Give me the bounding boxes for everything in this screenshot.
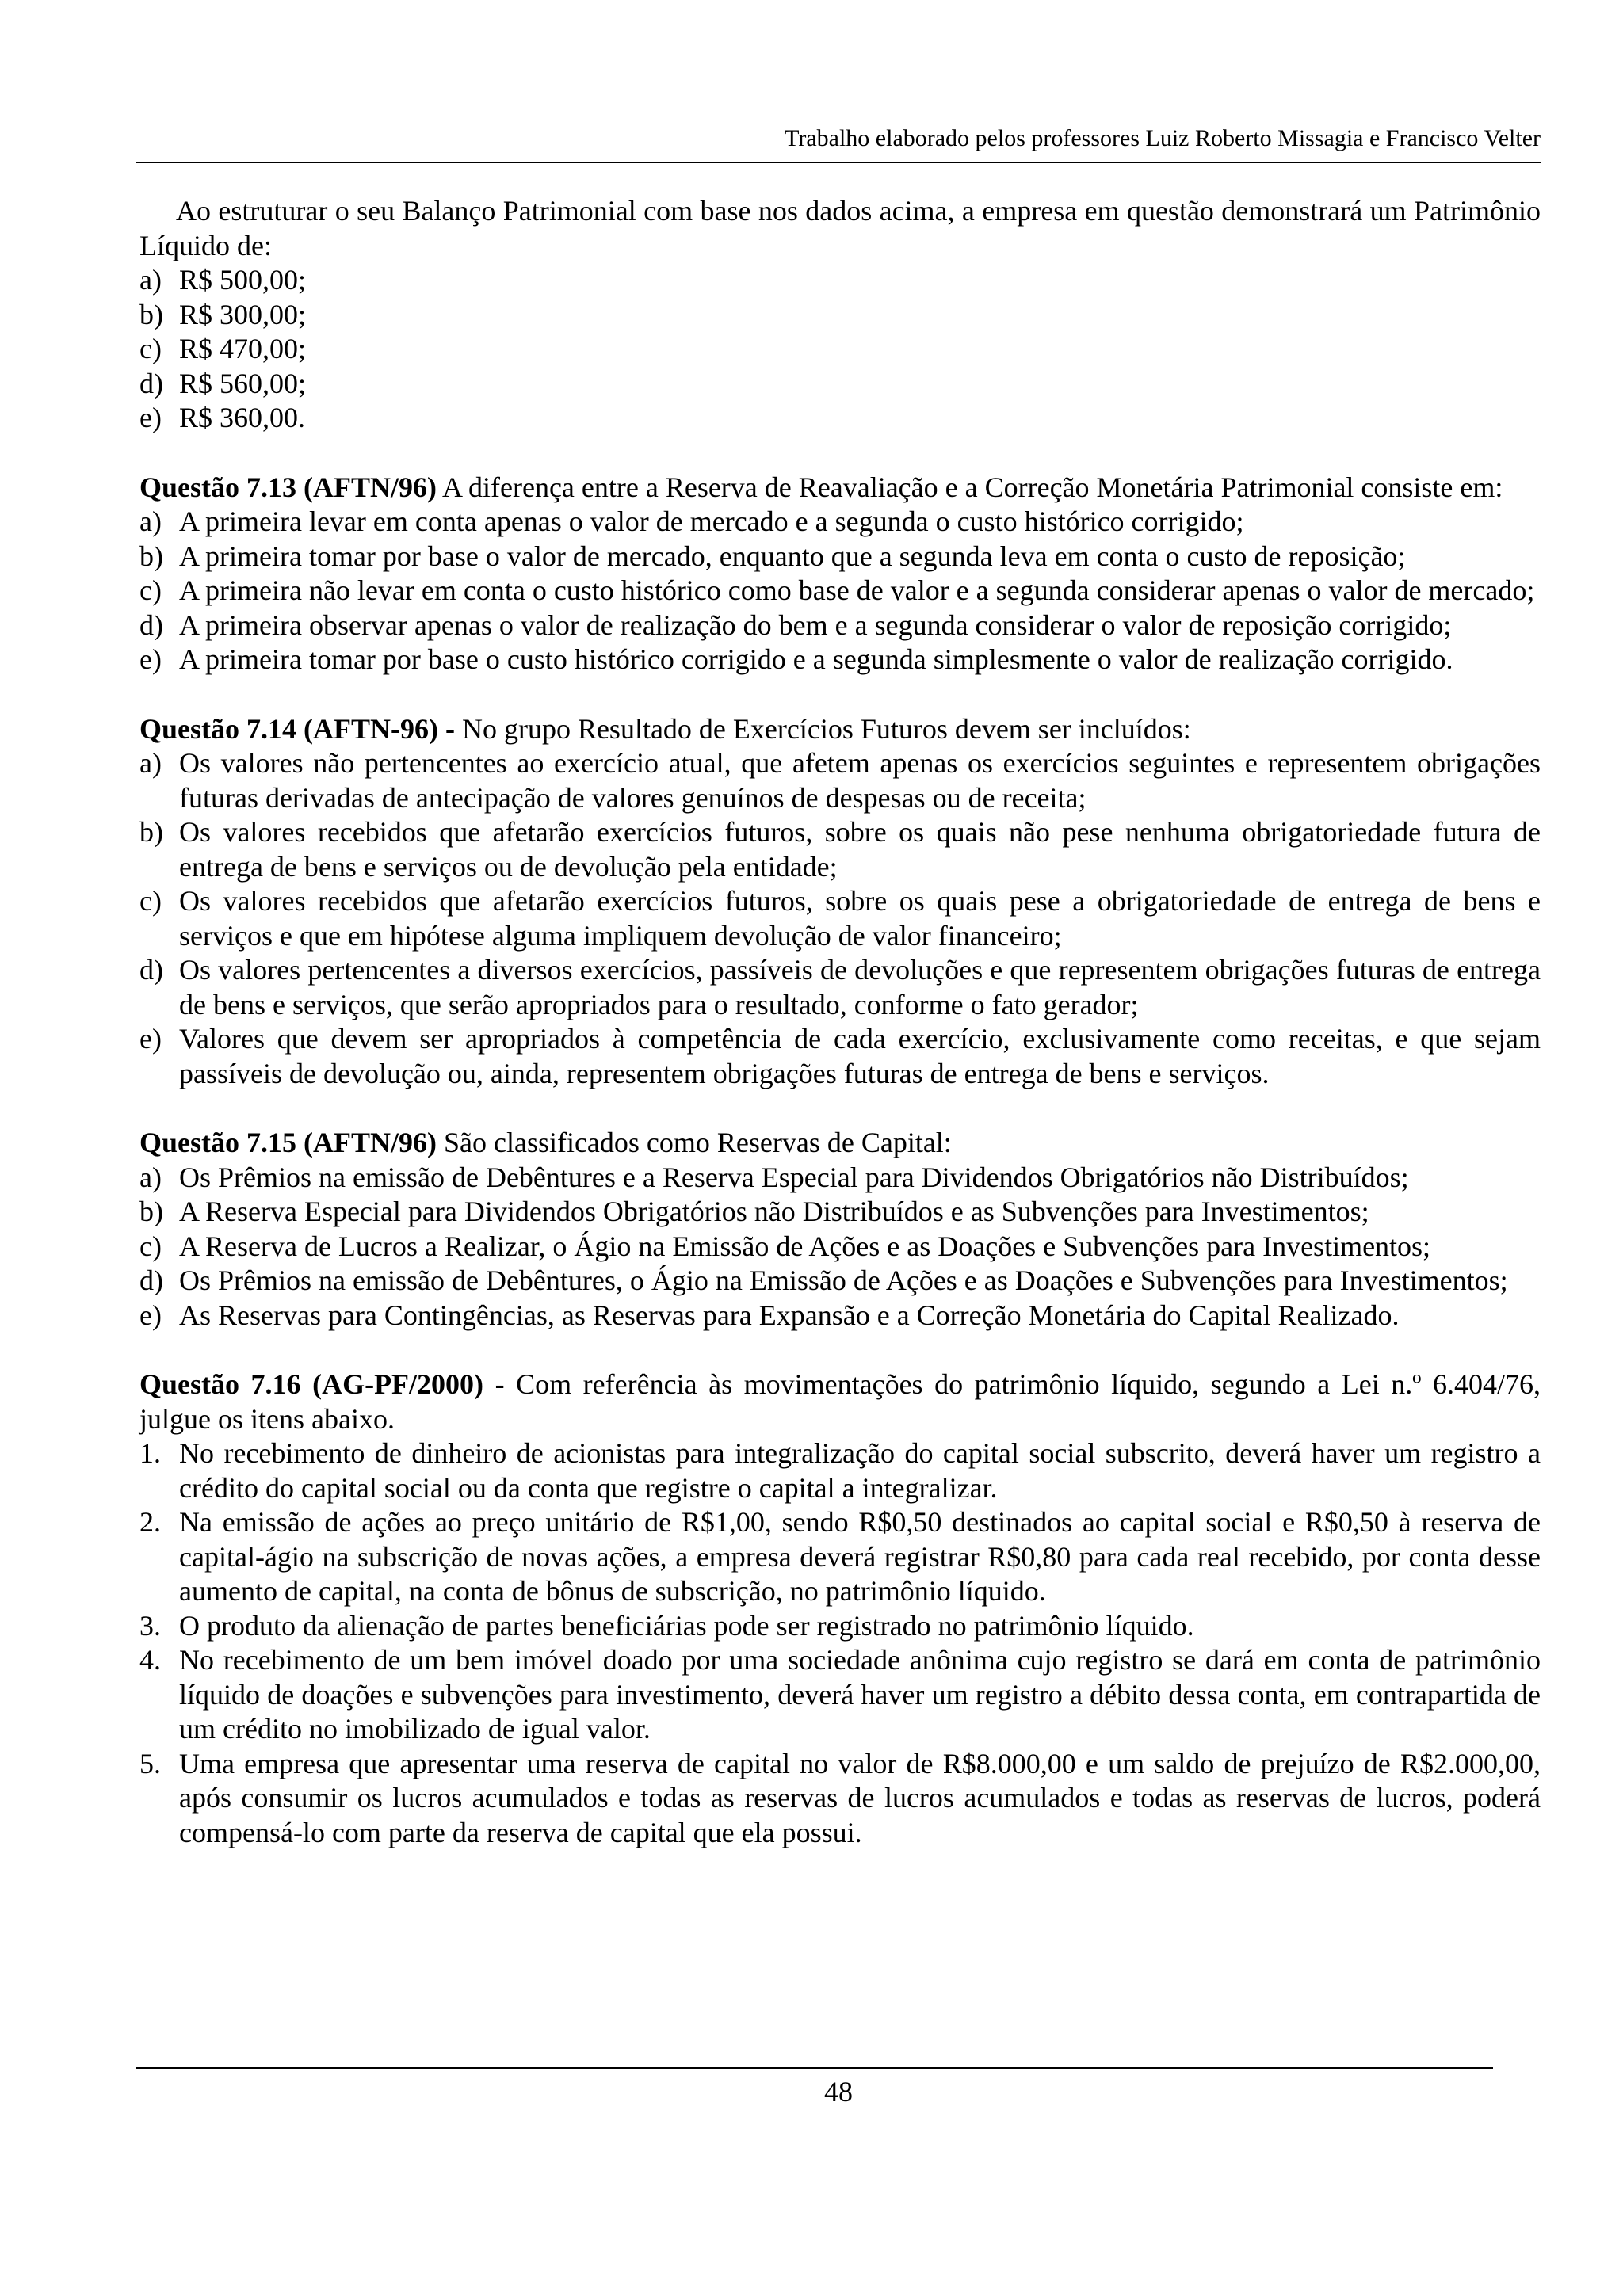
option-label: a) [139,505,162,537]
option-text: Valores que devem ser apropriados à competência de cada exercício, exclusivamente como receitas, e que sejam passíveis de devolução ou, ainda, representem obrigações futuras de entrega de bens e serviços. [179,1023,1541,1089]
item-text: Na emissão de ações ao preço unitário de R$1,00, sendo R$0,50 destinados ao capital social e R$0,50 à reserva de capital-ágio na subscrição de novas ações, a empresa deverá registrar R$0,80 para cada real recebido, por conta desse aumento de capital, na conta de bônus de subscrição, no patrimônio líquido. [179,1506,1541,1607]
item-number: 2. [139,1506,161,1538]
answer-option [139,401,1541,436]
question-stem [139,1126,1541,1161]
question-stem [139,712,1541,747]
option-label: c) [139,333,162,364]
item-text: No recebimento de um bem imóvel doado por uma sociedade anônima cujo registro se dará em conta de patrimônio líquido de doações e subvenções para investimento, deverá haver um registro a débito dessa conta, em contrapartida de um crédito no imobilizado de igual valor. [179,1644,1541,1745]
option-text: R$ 500,00; [179,264,307,296]
option-text: A primeira não levar em conta o custo histórico como base de valor e a segunda considerar apenas o valor de mercado; [179,574,1535,606]
answer-option [139,574,1541,608]
option-text: Os valores recebidos que afetarão exercícios futuros, sobre os quais não pese nenhuma obrigatoriedade futura de entrega de bens e serviços ou de devolução pela entidade; [179,816,1541,883]
numbered-item [139,1609,1541,1644]
item-number: 4. [139,1644,161,1676]
answer-option [139,815,1541,884]
option-label: d) [139,1264,163,1296]
answer-option [139,884,1541,953]
numbered-item [139,1505,1541,1609]
option-text: R$ 300,00; [179,298,307,330]
question-heading: Questão 7.15 (AFTN/96) [139,1127,437,1158]
item-text: No recebimento de dinheiro de acionistas para integralização do capital social subscrito, deverá haver um registro a crédito do capital social ou da conta que registre o capital a integralizar. [179,1437,1541,1504]
question-text: Com referência às movimentações do patrimônio líquido, segundo a Lei n.º 6.404/76, julgue os itens abaixo. [139,1368,1541,1435]
option-text: Os valores recebidos que afetarão exercícios futuros, sobre os quais pese a obrigatoriedade de entrega de bens e serviços e que em hipótese alguma impliquem devolução de valor financeiro; [179,885,1541,952]
option-text: R$ 360,00. [179,402,306,433]
option-label: d) [139,954,163,986]
option-text: Os valores não pertencentes ao exercício atual, que afetem apenas os exercícios seguintes e representem obrigações futuras derivadas de antecipação de valores genuínos de despesas ou de receita; [179,747,1541,814]
question-stem: Ao estruturar o seu Balanço Patrimonial com base nos dados acima, a empresa em questão demonstrará um Patrimônio Líquido de: [139,195,1541,261]
question-7-14 [139,712,1541,1092]
page-number: 48 [824,2076,853,2107]
option-text: Os Prêmios na emissão de Debêntures, o Ágio na Emissão de Ações e as Doações e Subvenções para Investimentos; [179,1264,1508,1296]
answer-option [139,1195,1541,1230]
answer-option [139,1230,1541,1264]
item-number: 5. [139,1747,161,1779]
option-text: A primeira tomar por base o custo histórico corrigido e a segunda simplesmente o valor de realização corrigido. [179,643,1453,675]
answer-option [139,263,1541,298]
option-label: d) [139,608,163,641]
option-text: A primeira tomar por base o valor de mercado, enquanto que a segunda leva em conta o custo de reposição; [179,540,1406,572]
option-text: R$ 560,00; [179,367,307,399]
question-text: São classificados como Reservas de Capital: [436,1127,952,1158]
option-label: b) [139,1196,163,1227]
item-number: 1. [139,1437,161,1469]
answer-option [139,332,1541,367]
option-text: Os Prêmios na emissão de Debêntures e a Reserva Especial para Dividendos Obrigatórios não Distribuídos; [179,1161,1409,1193]
answer-option [139,540,1541,574]
option-label: e) [139,1299,162,1331]
question-heading: Questão 7.14 (AFTN-96) - [139,712,455,745]
item-text: Uma empresa que apresentar uma reserva de capital no valor de R$8.000,00 e um saldo de prejuízo de R$2.000,00, após consumir os lucros acumulados e todas as reservas de lucros acumulados e todas as reservas de lucros, poderá compensá-lo com parte da reserva de capital que ela possui. [179,1747,1541,1848]
intro-question [139,194,1541,436]
question-text: No grupo Resultado de Exercícios Futuros devem ser incluídos: [454,712,1191,745]
answer-option [139,298,1541,333]
numbered-item [139,1747,1541,1851]
option-label: a) [139,264,162,296]
answer-option [139,746,1541,815]
answer-option [139,1022,1541,1091]
option-label: a) [139,1161,162,1193]
option-label: c) [139,885,162,917]
question-7-15 [139,1126,1541,1333]
option-label: e) [139,1023,162,1055]
spacer [139,1091,1541,1126]
running-header: Trabalho elaborado pelos professores Luiz Roberto Missagia e Francisco Velter [785,125,1541,151]
question-heading: Questão 7.13 (AFTN/96) [139,471,437,503]
option-text: A primeira levar em conta apenas o valor de mercado e a segunda o custo histórico corrigido; [179,505,1244,537]
numbered-item [139,1643,1541,1747]
answer-option [139,1264,1541,1299]
option-label: b) [139,540,163,572]
option-label: e) [139,402,162,433]
numbered-item [139,1436,1541,1505]
option-text: R$ 470,00; [179,333,307,364]
answer-option [139,608,1541,643]
spacer [139,436,1541,471]
answer-option [139,1299,1541,1333]
item-text: O produto da alienação de partes beneficiárias pode ser registrado no patrimônio líquido. [179,1609,1194,1642]
question-text: A diferença entre a Reserva de Reavaliação e a Correção Monetária Patrimonial consiste em: [436,471,1503,503]
option-label: b) [139,298,163,330]
option-label: d) [139,367,163,399]
question-stem [139,1367,1541,1436]
option-text: Os valores pertencentes a diversos exercícios, passíveis de devoluções e que representem obrigações futuras de entrega de bens e serviços, que serão apropriados para o resultado, conforme o fato gerador; [179,954,1541,1020]
option-text: A primeira observar apenas o valor de realização do bem e a segunda considerar o valor de reposição corrigido; [179,608,1452,641]
question-7-13 [139,471,1541,677]
option-label: c) [139,574,162,606]
option-label: c) [139,1230,162,1262]
spacer [139,677,1541,712]
answer-option [139,643,1541,677]
option-label: e) [139,643,162,675]
header-rule [136,162,1541,163]
option-label: b) [139,816,163,848]
footer-rule [136,2067,1493,2069]
question-stem [139,471,1541,505]
answer-option [139,505,1541,540]
answer-option [139,953,1541,1022]
option-text: A Reserva de Lucros a Realizar, o Ágio na Emissão de Ações e as Doações e Subvenções para Investimentos; [179,1230,1431,1262]
answer-option [139,367,1541,402]
spacer [139,1333,1541,1367]
item-number: 3. [139,1609,161,1642]
question-7-16 [139,1367,1541,1850]
option-label: a) [139,747,162,779]
option-text: As Reservas para Contingências, as Reservas para Expansão e a Correção Monetária do Capital Realizado. [179,1299,1400,1331]
question-heading: Questão 7.16 (AG-PF/2000) - [139,1368,505,1400]
answer-option [139,1161,1541,1196]
option-text: A Reserva Especial para Dividendos Obrigatórios não Distribuídos e as Subvenções para Investimentos; [179,1196,1369,1227]
page-content [139,194,1541,1850]
